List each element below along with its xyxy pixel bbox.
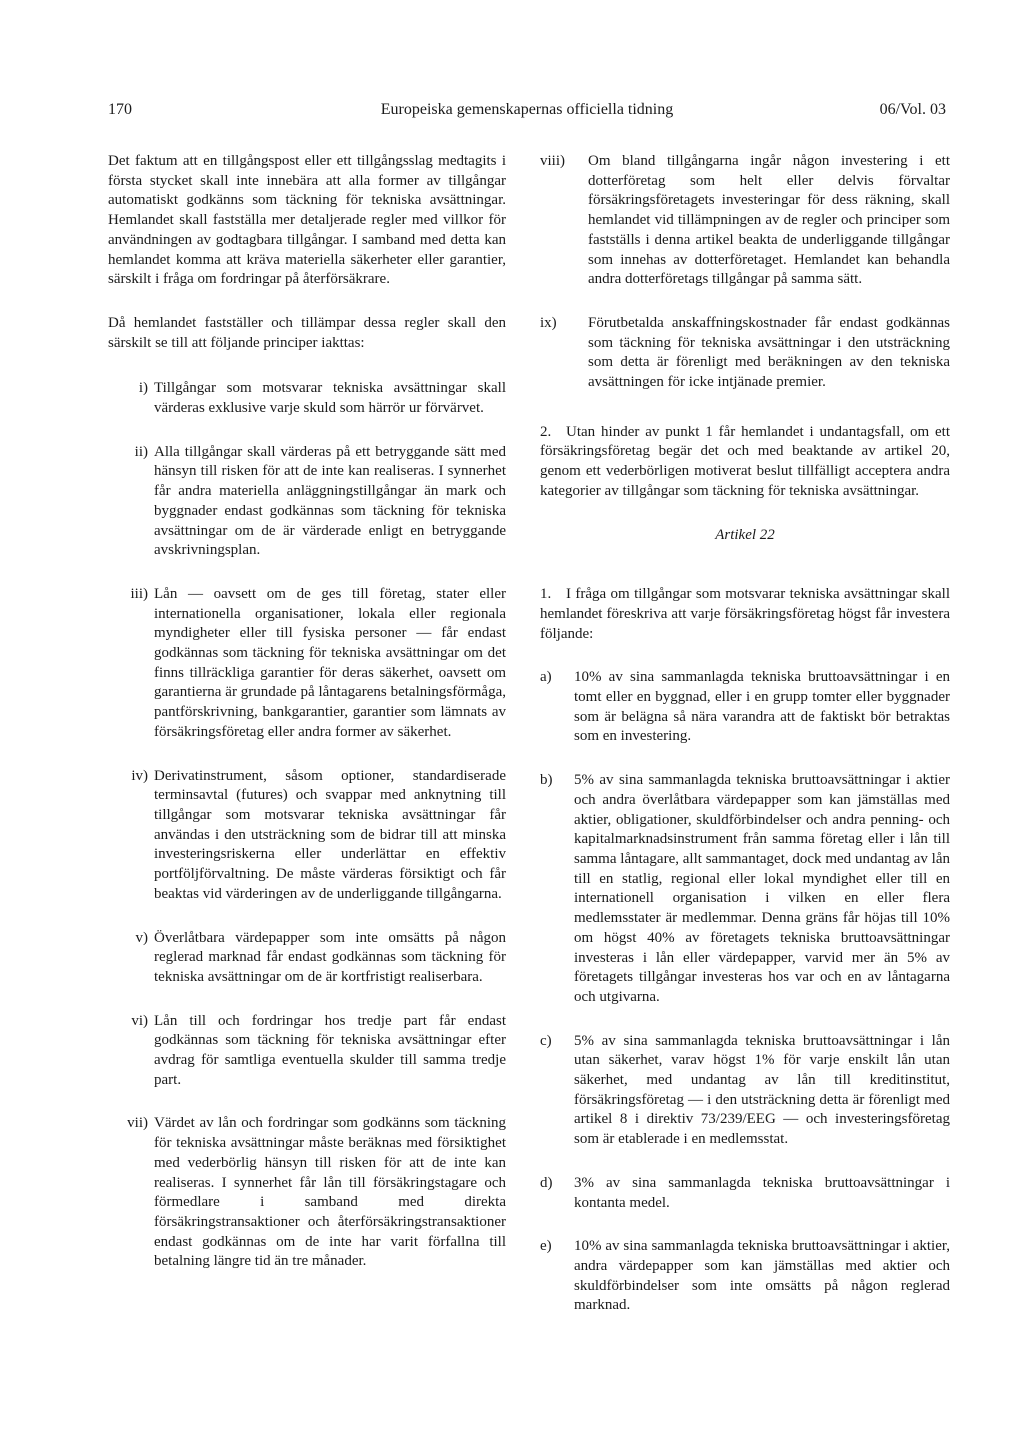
volume-number: 06/Vol. 03 <box>879 101 946 118</box>
item-text: Om bland tillgångarna ingår någon investering i ett dotterföretag som helt eller delvis förvaltar försäkringsföretagets investeringar för dess räkning, skall hemlandet vid tillämpningen av de regler och principer som fastställs i denna artikel beakta de underliggande tillgångar som innehas av dotterföretaget. Hemlandet kan behandla andra dotterföretags tillgångar på samma sätt. <box>588 153 950 288</box>
item-text: Lån — oavsett om de ges till företag, stater eller internationella organisationer, lokala eller regionala myndigheter eller till fysiska personer — får endast godkännas som täckning för tekniska avsättningar om det finns tillräckliga garantier för deras säkerhet, oavsett om garantierna är grundade på låntagarens betalningsförmåga, pantförskrivning, bankgarantier, garantier som lämnats av försäkringsföretag eller andra former av säkerhet. <box>154 585 506 740</box>
intro-paragraph: Det faktum att en tillgångspost eller ett tillgångsslag medtagits i första stycket skall inte innebära att alla former av tillgångar automatiskt godkänns som täckning för tekniska avsättningar. Hemlandet skall fastställa mer detaljerade regler med villkor för användningen av godtagbara tillgångar. I samband med detta kan hemlandet komma att kräva materiella säkerheter eller garantier, särskilt i fråga om fordringar på återförsäkrare. <box>108 153 506 288</box>
item-text: Lån till och fordringar hos tredje part får endast godkännas som täckning för tekniska avsättningar efter avdrag för samtliga eventuella skulder till samma tredje part. <box>154 1012 506 1088</box>
list-item <box>540 668 950 747</box>
item-text: 5% av sina sammanlagda tekniska bruttoavsättningar i aktier och andra överlåtbara värdepapper som kan jämställas med aktier, obligationer, skuldförbindelser och andra penning- och kapitalmarknadsinstrument från samma företag eller i lån till samma låntagare, allt sammantaget, dock med undantag av lån till en statlig, regional eller lokal myndighet eller till en internationell organisation i vilken en eller flera medlemsstater är medlemmar. Denna gräns får höjas till 10% om högst 40% av företagets tekniska bruttoavsättningar investeras i lån eller värdepapper, varvid mer än 5% av företagets tillgångar investeras hos var och en av låntagarna och utgivarna. <box>574 772 950 1005</box>
item-label: b) <box>540 772 553 789</box>
paragraph-number: 2. <box>540 423 552 440</box>
paragraph-text: I fråga om tillgångar som motsvarar tekniska avsättningar skall hemlandet föreskriva att varje försäkringsföretag högst får investera följande: <box>540 586 950 642</box>
list-item <box>540 771 950 1007</box>
item-text: 3% av sina sammanlagda tekniska bruttoavsättningar i kontanta medel. <box>574 1174 950 1211</box>
list-item <box>108 1114 506 1272</box>
item-label: iii) <box>130 585 148 602</box>
item-label: a) <box>540 669 552 686</box>
item-label: v) <box>135 929 148 946</box>
item-text: 5% av sina sammanlagda tekniska bruttoavsättningar i lån utan säkerhet, varav högst 1% för varje enskilt lån utan säkerhet, med undantag av lån till kreditinstitut, försäkringsföretag — i den utsträckning detta är förenligt med artikel 8 i direktiv 73/239/EEG — och investeringsföretag som är etablerade i en medlemsstat. <box>574 1032 950 1148</box>
list-item <box>540 152 950 290</box>
page-header <box>108 101 946 125</box>
journal-title: Europeiska gemenskapernas officiella tidning <box>380 101 674 118</box>
item-label: viii) <box>540 153 565 169</box>
item-text: Förutbetalda anskaffningskostnader får endast godkännas som täckning för tekniska avsättningar i den utsträckning som detta är förenligt med beräkningen av den tekniska avsättningen för icke intjänade premier. <box>588 314 950 391</box>
paragraph-number: 1. <box>540 586 552 603</box>
article-heading: Artikel 22 <box>715 526 775 543</box>
item-text: Värdet av lån och fordringar som godkänns som täckning för tekniska avsättningar måste beräknas med försiktighet med vederbörlig hänsyn till risken för att de inte kan realiseras. I synnerhet får lån till försäkringstagare och förmedlare i samband med direkta försäkringstransaktioner och återförsäkringstransaktioner endast godkännas om de inte har varit förfallna till betalning längre tid än tre månader. <box>154 1115 506 1270</box>
list-item <box>540 1237 950 1316</box>
item-label: vi) <box>131 1012 148 1029</box>
list-item <box>108 767 506 905</box>
list-item <box>540 1032 950 1150</box>
list-item <box>108 1012 506 1091</box>
item-text: 10% av sina sammanlagda tekniska bruttoavsättningar i en tomt eller en byggnad, eller i en grupp tomter eller byggnader som är belägna så nära varandra att de faktiskt bör betraktas som en investering. <box>574 669 950 745</box>
right-column <box>540 152 950 1340</box>
item-label: d) <box>540 1174 553 1191</box>
item-text: Överlåtbara värdepapper som inte omsätts på någon reglerad marknad får endast godkännas som täckning för tekniska avsättningar om de är kortfristigt realiserbara. <box>154 929 506 985</box>
list-item <box>108 443 506 561</box>
list-item <box>108 585 506 743</box>
item-label: c) <box>540 1032 552 1049</box>
item-label: ii) <box>134 443 148 460</box>
left-column <box>108 152 506 1296</box>
list-item <box>540 1174 950 1213</box>
paragraph-text: Utan hinder av punkt 1 får hemlandet i undantagsfall, om ett försäkringsföretag begär det och med beaktande av artikel 20, genom ett vederbörligen motiverat beslut tillfälligt acceptera andra kategorier av tillgångar som täckning för tekniska avsättningar. <box>540 423 950 499</box>
item-label: e) <box>540 1238 552 1255</box>
page-number: 170 <box>108 101 132 118</box>
item-text: Derivatinstrument, såsom optioner, standardiserade terminsavtal (futures) och svappar med anknytning till tillgångar som motsvarar tekniska avsättningar får användas i den utsträckning som de bidrar till att minska investeringsriskerna eller underlättar en effektiv portföljförvaltning. De måste värderas försiktigt och får beaktas vid värderingen av de underliggande tillgångarna. <box>154 767 506 902</box>
paragraph-1 <box>540 585 950 644</box>
item-text: Alla tillgångar skall värderas på ett betryggande sätt med hänsyn till risken för att de inte kan realiseras. I synnerhet får andra materiella anläggningstillgångar än mark och byggnader endast godkännas som täckning för tekniska avsättningar om de är värderade enligt en betryggande avskrivningsplan. <box>154 443 506 559</box>
lead-paragraph: Då hemlandet fastställer och tillämpar dessa regler skall den särskilt se till att följande principer iakttas: <box>108 314 506 351</box>
item-text: 10% av sina sammanlagda tekniska bruttoavsättningar i aktier, andra värdepapper som kan jämställas med aktier och skuldförbindelser som inte omsätts på någon reglerad marknad. <box>574 1238 950 1314</box>
item-label: ix) <box>540 314 557 331</box>
item-label: i) <box>138 380 148 397</box>
item-label: vii) <box>127 1115 148 1132</box>
list-item <box>108 929 506 988</box>
item-text: Tillgångar som motsvarar tekniska avsättningar skall värderas exklusive varje skuld som härrör ur förvärvet. <box>154 380 506 417</box>
paragraph-2 <box>540 423 950 502</box>
list-item <box>108 379 506 418</box>
item-label: iv) <box>131 767 148 784</box>
list-item <box>540 314 950 393</box>
